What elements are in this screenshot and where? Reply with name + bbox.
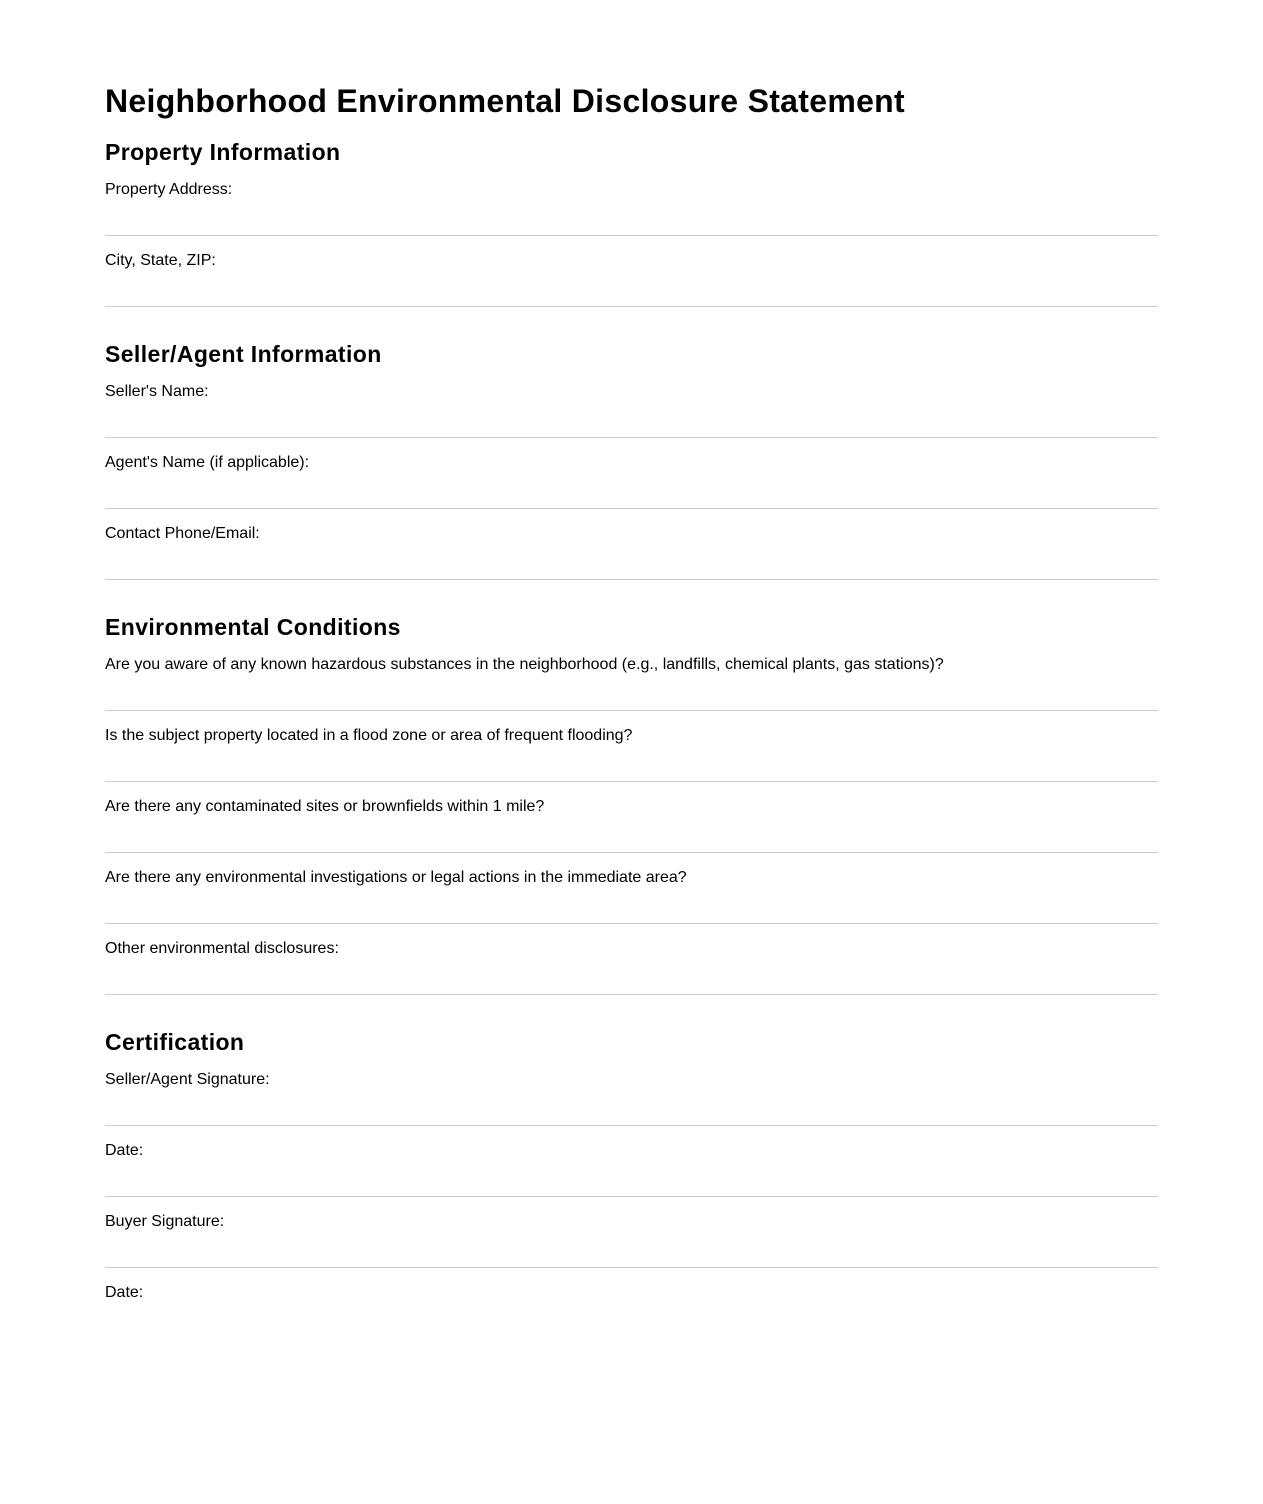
- environmental-investigations-input[interactable]: [105, 889, 1158, 921]
- field-underline: [105, 579, 1158, 580]
- field-underline: [105, 1267, 1158, 1268]
- flood-zone-input[interactable]: [105, 747, 1158, 779]
- field-flood-zone: [105, 727, 1158, 798]
- field-underline: [105, 508, 1158, 509]
- field-label: Date:: [105, 1142, 144, 1159]
- section-certification: [105, 1028, 1158, 1355]
- field-underline: [105, 923, 1158, 924]
- field-label: Other environmental disclosures:: [105, 940, 339, 957]
- field-label: City, State, ZIP:: [105, 252, 216, 269]
- field-underline: [105, 852, 1158, 853]
- section-seller-agent-information: [105, 340, 1158, 596]
- field-seller-name: [105, 383, 1158, 454]
- field-contaminated-sites: [105, 798, 1158, 869]
- field-other-disclosures: [105, 940, 1158, 1011]
- field-buyer-date: [105, 1284, 1158, 1355]
- field-underline: [105, 306, 1158, 307]
- field-underline: [105, 781, 1158, 782]
- field-label: Seller/Agent Signature:: [105, 1071, 270, 1088]
- buyer-date-input[interactable]: [105, 1304, 1158, 1336]
- field-agent-name: [105, 454, 1158, 525]
- field-environmental-investigations: [105, 869, 1158, 940]
- field-seller-date: [105, 1142, 1158, 1213]
- seller-agent-signature-input[interactable]: [105, 1091, 1158, 1123]
- field-underline: [105, 1196, 1158, 1197]
- field-label: Date:: [105, 1284, 144, 1301]
- section-environmental-conditions: [105, 613, 1158, 1011]
- field-label: Agent's Name (if applicable):: [105, 454, 310, 471]
- field-label: Is the subject property located in a flood zone or area of frequent flooding?: [105, 727, 633, 744]
- field-label: Contact Phone/Email:: [105, 525, 260, 542]
- buyer-signature-input[interactable]: [105, 1233, 1158, 1265]
- section-property-information: [105, 138, 1158, 323]
- field-underline: [105, 437, 1158, 438]
- field-label: Buyer Signature:: [105, 1213, 225, 1230]
- field-label: Are there any environmental investigations or legal actions in the immediate area?: [105, 869, 687, 886]
- section-heading: Seller/Agent Information: [105, 341, 382, 367]
- field-hazardous-substances: [105, 656, 1158, 727]
- seller-name-input[interactable]: [105, 403, 1158, 435]
- section-heading: Property Information: [105, 139, 341, 165]
- field-seller-agent-signature: [105, 1071, 1158, 1142]
- seller-date-input[interactable]: [105, 1162, 1158, 1194]
- field-underline: [105, 235, 1158, 236]
- section-heading: Environmental Conditions: [105, 614, 401, 640]
- page-title: Neighborhood Environmental Disclosure Statement: [105, 83, 905, 119]
- field-label: Are there any contaminated sites or brownfields within 1 mile?: [105, 798, 545, 815]
- contact-phone-email-input[interactable]: [105, 545, 1158, 577]
- other-disclosures-input[interactable]: [105, 960, 1158, 992]
- property-address-input[interactable]: [105, 201, 1158, 233]
- contaminated-sites-input[interactable]: [105, 818, 1158, 850]
- field-property-address: [105, 181, 1158, 252]
- field-label: Property Address:: [105, 181, 233, 198]
- field-label: Are you aware of any known hazardous substances in the neighborhood (e.g., landfills, chemical plants, gas stations)?: [105, 656, 944, 673]
- field-contact-phone-email: [105, 525, 1158, 596]
- hazardous-substances-input[interactable]: [105, 676, 1158, 708]
- section-heading: Certification: [105, 1029, 245, 1055]
- field-city-state-zip: [105, 252, 1158, 323]
- field-underline: [105, 1125, 1158, 1126]
- field-buyer-signature: [105, 1213, 1158, 1284]
- field-underline: [105, 710, 1158, 711]
- agent-name-input[interactable]: [105, 474, 1158, 506]
- field-label: Seller's Name:: [105, 383, 209, 400]
- field-underline: [105, 994, 1158, 995]
- city-state-zip-input[interactable]: [105, 272, 1158, 304]
